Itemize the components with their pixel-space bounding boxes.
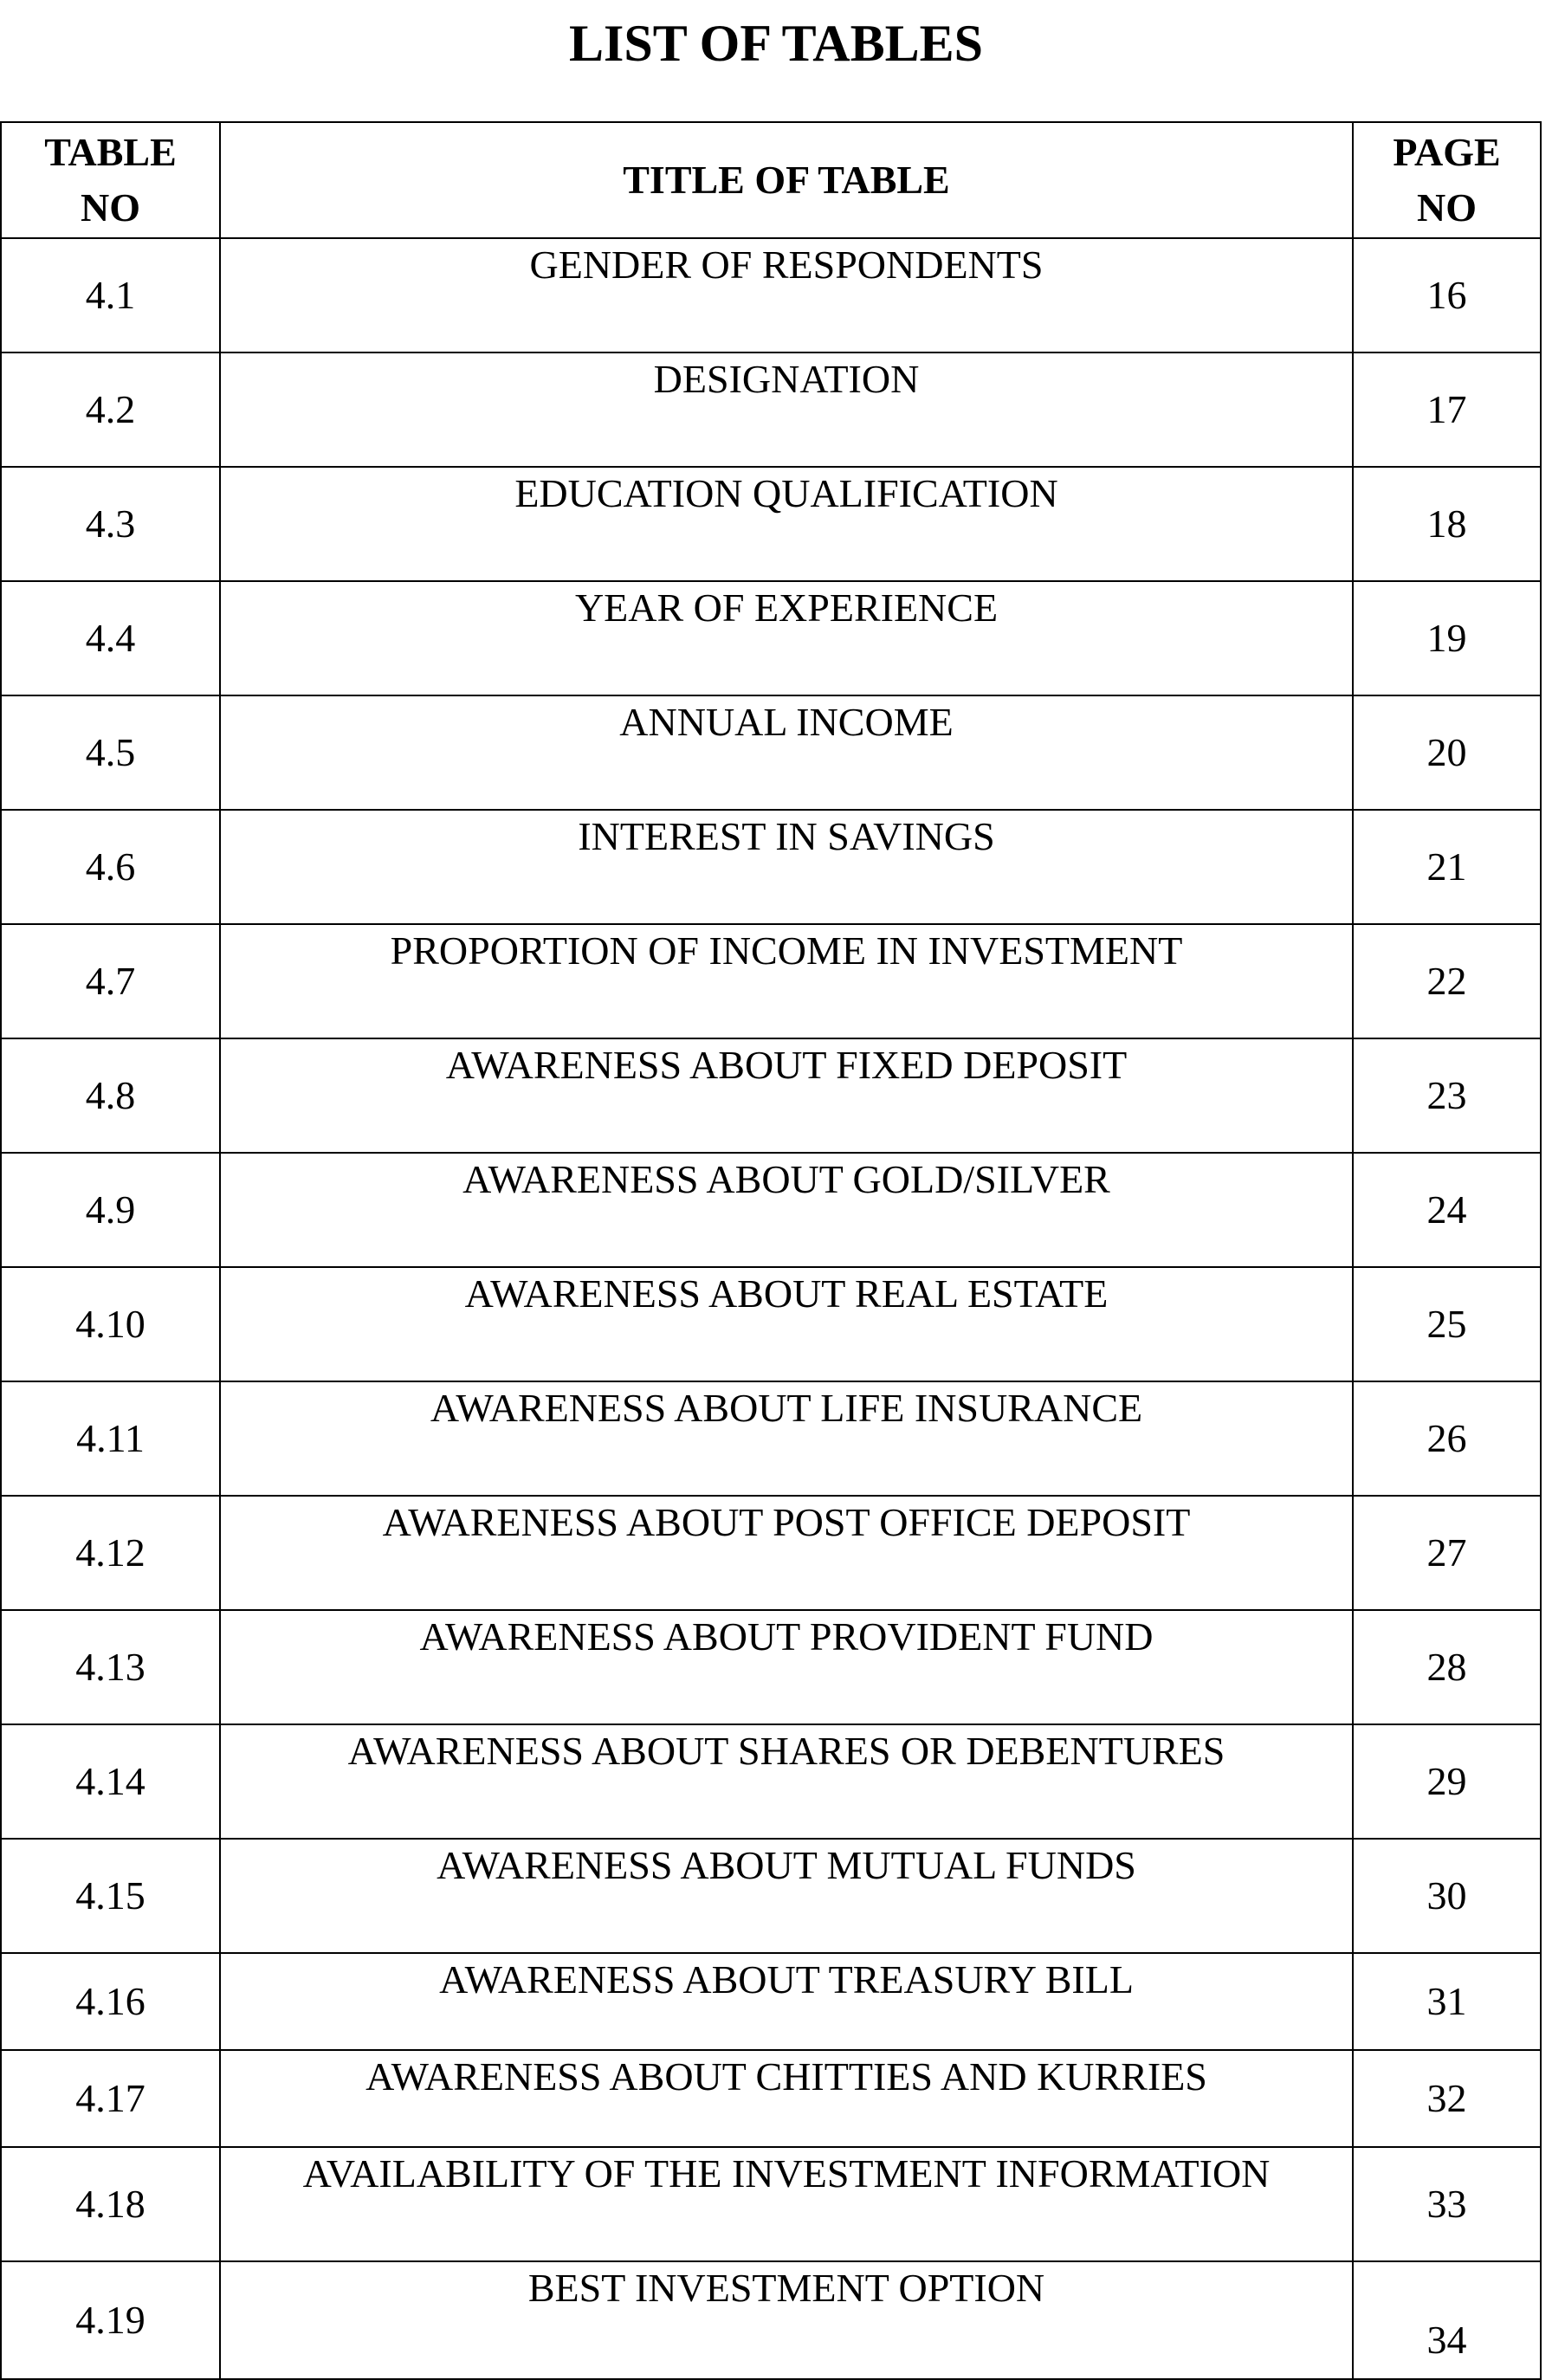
table-row — [1, 1724, 1541, 1839]
table-title-cell: AWARENESS ABOUT SHARES OR DEBENTURES — [220, 1724, 1353, 1839]
table-row — [1, 810, 1541, 924]
page-number-cell: 32 — [1353, 2050, 1541, 2147]
table-title-cell: AWARENESS ABOUT POST OFFICE DEPOSIT — [220, 1496, 1353, 1610]
header-table-no-line1: TABLE — [44, 130, 177, 174]
table-row — [1, 2261, 1541, 2379]
table-title-cell: AWARENESS ABOUT REAL ESTATE — [220, 1267, 1353, 1381]
table-row — [1, 2147, 1541, 2261]
table-row — [1, 467, 1541, 581]
header-page-no — [1353, 122, 1541, 238]
table-number-cell: 4.15 — [1, 1839, 220, 1953]
table-row — [1, 238, 1541, 352]
table-number-cell: 4.17 — [1, 2050, 220, 2147]
page-number-cell: 22 — [1353, 924, 1541, 1038]
header-page-no-line1: PAGE — [1393, 130, 1501, 174]
header-page-no-line2: NO — [1417, 185, 1477, 230]
table-row — [1, 1153, 1541, 1267]
table-row — [1, 695, 1541, 810]
header-title: TITLE OF TABLE — [220, 122, 1353, 238]
table-number-cell: 4.2 — [1, 352, 220, 467]
page-number-cell: 31 — [1353, 1953, 1541, 2050]
table-number-cell: 4.3 — [1, 467, 220, 581]
table-number-cell: 4.7 — [1, 924, 220, 1038]
page-number-cell: 29 — [1353, 1724, 1541, 1839]
page-number-cell: 30 — [1353, 1839, 1541, 1953]
table-row — [1, 1381, 1541, 1496]
page-number-cell: 17 — [1353, 352, 1541, 467]
table-number-cell: 4.4 — [1, 581, 220, 695]
page-number-cell: 20 — [1353, 695, 1541, 810]
table-title-cell: AWARENESS ABOUT MUTUAL FUNDS — [220, 1839, 1353, 1953]
table-row — [1, 1038, 1541, 1153]
table-number-cell: 4.14 — [1, 1724, 220, 1839]
table-body — [1, 238, 1541, 2379]
table-number-cell: 4.6 — [1, 810, 220, 924]
table-title-cell: AWARENESS ABOUT PROVIDENT FUND — [220, 1610, 1353, 1724]
table-row — [1, 1953, 1541, 2050]
table-title-cell: AWARENESS ABOUT LIFE INSURANCE — [220, 1381, 1353, 1496]
table-title-cell: AWARENESS ABOUT TREASURY BILL — [220, 1953, 1353, 2050]
table-number-cell: 4.12 — [1, 1496, 220, 1610]
page-number-cell: 23 — [1353, 1038, 1541, 1153]
header-table-no-line2: NO — [81, 185, 140, 230]
table-row — [1, 1610, 1541, 1724]
table-title-cell: AVAILABILITY OF THE INVESTMENT INFORMATION — [220, 2147, 1353, 2261]
table-title-cell: EDUCATION QUALIFICATION — [220, 467, 1353, 581]
page-number-cell: 33 — [1353, 2147, 1541, 2261]
table-row — [1, 581, 1541, 695]
table-number-cell: 4.11 — [1, 1381, 220, 1496]
page-number-cell: 34 — [1353, 2261, 1541, 2379]
table-row — [1, 924, 1541, 1038]
table-number-cell: 4.5 — [1, 695, 220, 810]
table-number-cell: 4.16 — [1, 1953, 220, 2050]
list-of-tables — [0, 121, 1542, 2380]
page-number-cell: 27 — [1353, 1496, 1541, 1610]
header-table-no — [1, 122, 220, 238]
table-row — [1, 1496, 1541, 1610]
table-title-cell: BEST INVESTMENT OPTION — [220, 2261, 1353, 2379]
table-row — [1, 352, 1541, 467]
table-title-cell: AWARENESS ABOUT FIXED DEPOSIT — [220, 1038, 1353, 1153]
page-number-cell: 19 — [1353, 581, 1541, 695]
table-title-cell: AWARENESS ABOUT GOLD/SILVER — [220, 1153, 1353, 1267]
table-title-cell: INTEREST IN SAVINGS — [220, 810, 1353, 924]
table-row — [1, 1839, 1541, 1953]
table-number-cell: 4.1 — [1, 238, 220, 352]
table-title-cell: PROPORTION OF INCOME IN INVESTMENT — [220, 924, 1353, 1038]
table-title-cell: YEAR OF EXPERIENCE — [220, 581, 1353, 695]
table-number-cell: 4.8 — [1, 1038, 220, 1153]
page-number-cell: 18 — [1353, 467, 1541, 581]
page-number-cell: 21 — [1353, 810, 1541, 924]
table-row — [1, 2050, 1541, 2147]
table-header-row — [1, 122, 1541, 238]
page-number-cell: 16 — [1353, 238, 1541, 352]
page-number-cell: 26 — [1353, 1381, 1541, 1496]
page-number-cell: 28 — [1353, 1610, 1541, 1724]
table-number-cell: 4.13 — [1, 1610, 220, 1724]
table-title-cell: DESIGNATION — [220, 352, 1353, 467]
table-number-cell: 4.10 — [1, 1267, 220, 1381]
table-title-cell: ANNUAL INCOME — [220, 695, 1353, 810]
table-number-cell: 4.9 — [1, 1153, 220, 1267]
table-row — [1, 1267, 1541, 1381]
page-number-cell: 25 — [1353, 1267, 1541, 1381]
page-title: LIST OF TABLES — [568, 15, 983, 72]
page-number-cell: 24 — [1353, 1153, 1541, 1267]
table-number-cell: 4.18 — [1, 2147, 220, 2261]
table-number-cell: 4.19 — [1, 2261, 220, 2379]
table-title-cell: AWARENESS ABOUT CHITTIES AND KURRIES — [220, 2050, 1353, 2147]
table-title-cell: GENDER OF RESPONDENTS — [220, 238, 1353, 352]
